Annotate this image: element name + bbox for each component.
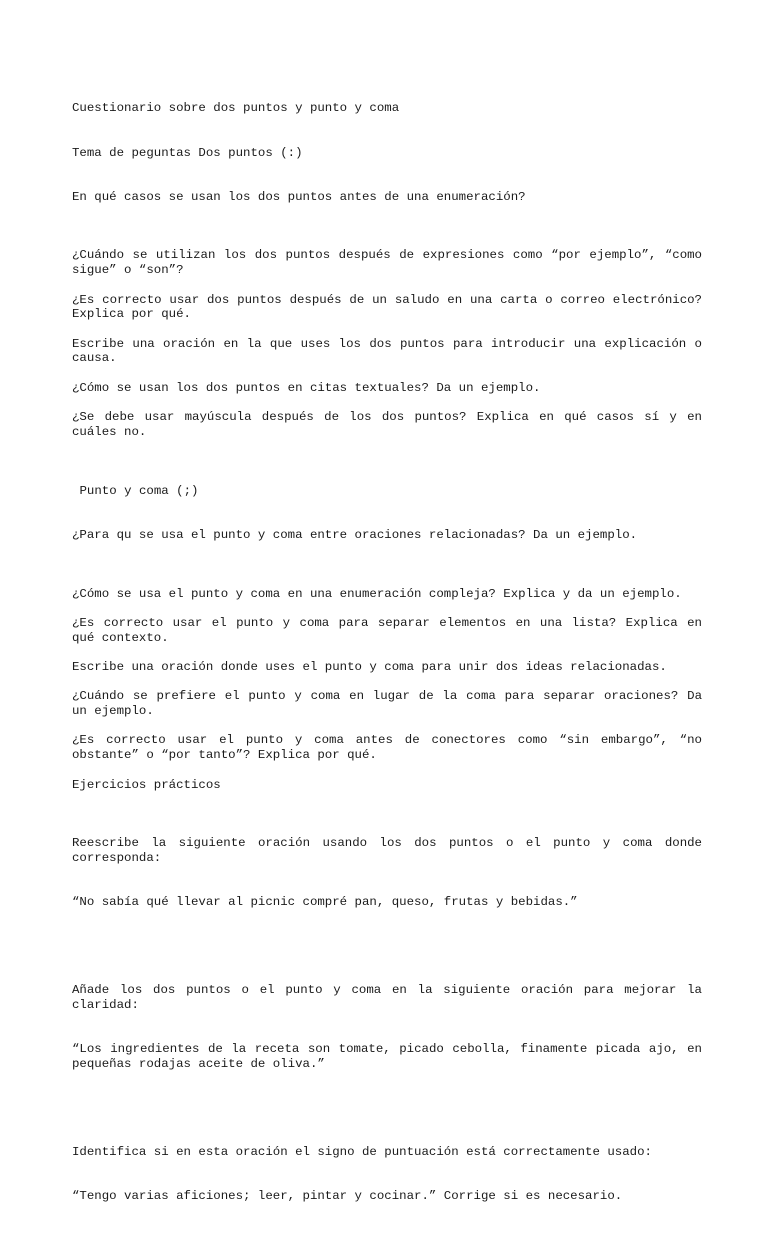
document-page (72, 72, 710, 1248)
document-header (72, 72, 702, 234)
question-colon-2: ¿Cuándo se utilizan los dos puntos después de expresiones como “por ejemplo”, “como sigue” o “son”? (72, 248, 710, 278)
topic-line: Tema de peguntas Dos puntos (:) (72, 145, 303, 160)
document-title: Cuestionario sobre dos puntos y punto y coma (72, 101, 400, 116)
question-colon-4: Escribe una oración en la que uses los dos puntos para introducir una explicación o causa. (72, 336, 710, 366)
exercise-instruction: Reescribe la siguiente oración usando los dos puntos o el punto y coma donde corresponda: (72, 836, 710, 866)
question-semicolon-1: ¿Para qu se usa el punto y coma entre oraciones relacionadas? Da un ejemplo. (72, 527, 638, 542)
question-semicolon-6: ¿Es correcto usar el punto y coma antes de conectores como “sin embargo”, “no obstante” o “por tanto”? Explica por qué. (72, 733, 710, 763)
exercise-sentence: “Los ingredientes de la receta son tomate, picado cebolla, finamente picada ajo, en pequeñas rodajas aceite de oliva.” (72, 1042, 710, 1071)
exercise-1 (72, 807, 710, 939)
semicolon-section (72, 454, 702, 572)
question-semicolon-5: ¿Cuándo se prefiere el punto y coma en lugar de la coma para separar oraciones? Da un ejemplo. (72, 689, 710, 719)
exercise-instruction: Añade los dos puntos o el punto y coma en la siguiente oración para mejorar la claridad: (72, 983, 710, 1013)
question-colon-1: En qué casos se usan los dos puntos antes de una enumeración? (72, 189, 526, 204)
question-colon-6: ¿Se debe usar mayúscula después de los dos puntos? Explica en qué casos sí y en cuáles no. (72, 410, 710, 439)
semicolon-heading: Punto y coma (;) (79, 483, 199, 498)
question-semicolon-2: ¿Cómo se usa el punto y coma en una enumeración compleja? Explica y da un ejemplo. (72, 586, 682, 601)
question-semicolon-3: ¿Es correcto usar el punto y coma para separar elementos en una lista? Explica en qué contexto. (72, 615, 710, 645)
exercise-sentence: “No sabía qué llevar al picnic compré pan, queso, frutas y bebidas.” (72, 895, 578, 910)
exercise-sentence: “Tengo varias aficiones; leer, pintar y cocinar.” Corrige si es necesario. (72, 1189, 623, 1204)
question-colon-3: ¿Es correcto usar dos puntos después de un saludo en una carta o correo electrónico? Explica por qué. (72, 292, 710, 322)
question-colon-5: ¿Cómo se usan los dos puntos en citas textuales? Da un ejemplo. (72, 380, 541, 395)
exercise-2 (72, 954, 710, 1101)
exercises-heading: Ejercicios prácticos (72, 777, 221, 792)
question-semicolon-4: Escribe una oración donde uses el punto y coma para unir dos ideas relacionadas. (72, 659, 667, 674)
exercise-3 (72, 1116, 702, 1234)
exercise-instruction: Identifica si en esta oración el signo de puntuación está correctamente usado: (72, 1145, 652, 1160)
